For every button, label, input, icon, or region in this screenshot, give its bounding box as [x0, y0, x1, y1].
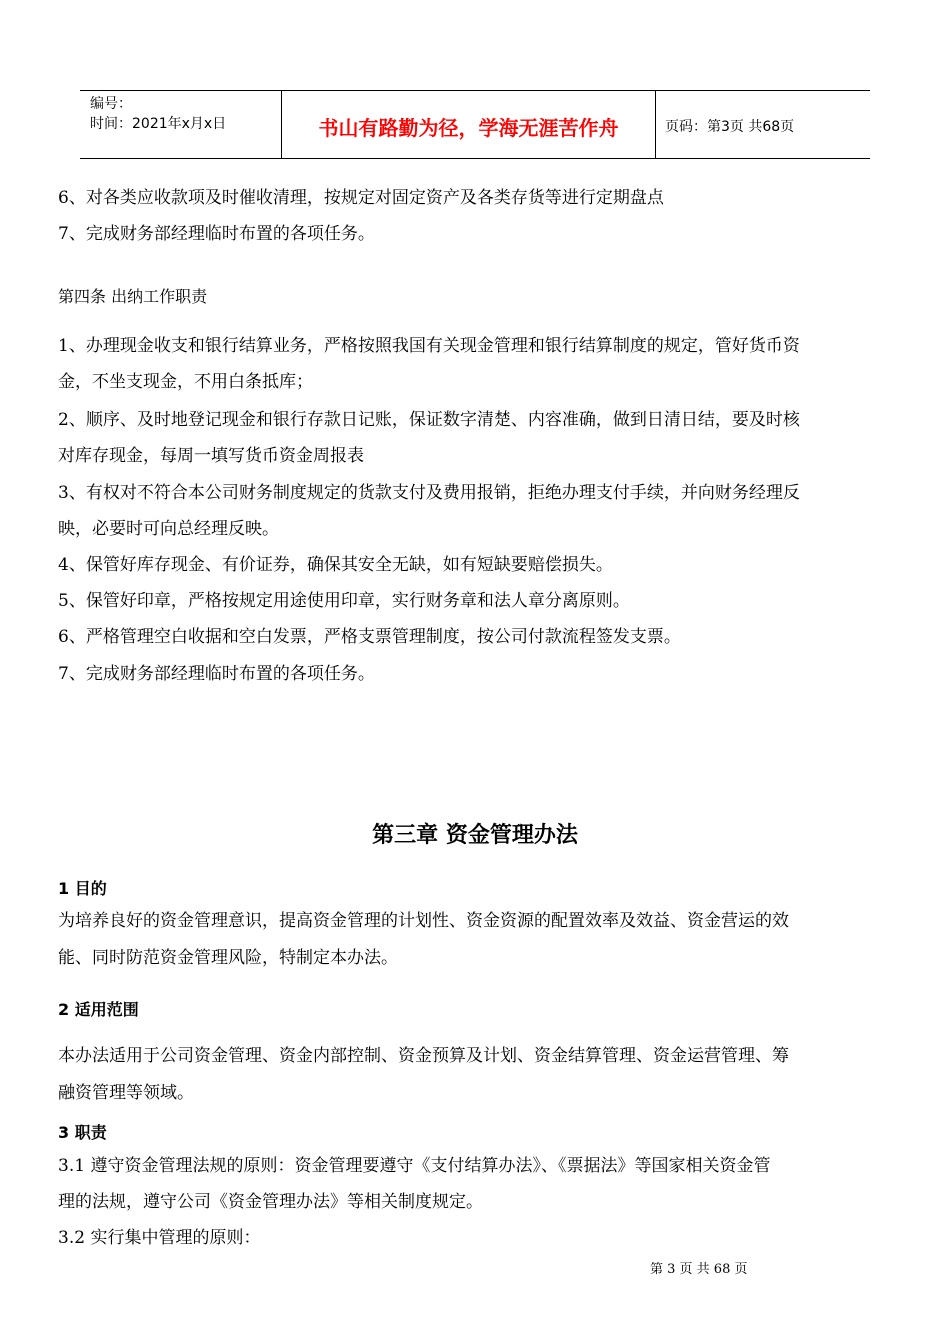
section4-title: 第四条 出纳工作职责 [58, 287, 208, 306]
duty-heading: 3 职责 [58, 1123, 107, 1142]
footer-page-number: 第 3 页 共 68 页 [650, 1262, 748, 1277]
section4-line: 5、保管好印章，严格按规定用途使用印章，实行财务章和法人章分离原则。 [58, 591, 630, 611]
duty-line: 3.2 实行集中管理的原则： [58, 1228, 261, 1248]
header-page-info: 页码：第3页 共68页 [665, 119, 795, 135]
header-number-label: 编号： [90, 96, 132, 112]
purpose-line: 为培养良好的资金管理意识，提高资金管理的计划性、资金资源的配置效率及效益、资金营运的效 [58, 911, 789, 931]
header-bottom-rule [80, 158, 870, 159]
scope-line: 融资管理等领域。 [58, 1083, 194, 1103]
section4-line: 1、办理现金收支和银行结算业务，严格按照我国有关现金管理和银行结算制度的规定，管好货币资 [58, 336, 800, 356]
chapter-title: 第三章 资金管理办法 [372, 823, 578, 848]
scope-heading: 2 适用范围 [58, 1000, 139, 1019]
header-time-label: 时间：2021年x月x日 [90, 116, 227, 132]
scope-line: 本办法适用于公司资金管理、资金内部控制、资金预算及计划、资金结算管理、资金运营管理、筹 [58, 1046, 789, 1066]
section4-line: 2、顺序、及时地登记现金和银行存款日记账，保证数字清楚、内容准确，做到日清日结，要及时核 [58, 410, 800, 430]
section4-line: 对库存现金，每周一填写货币资金周报表 [58, 446, 364, 466]
purpose-heading: 1 目的 [58, 879, 107, 898]
section4-line: 7、完成财务部经理临时布置的各项任务。 [58, 664, 375, 684]
prev-item-6: 6、对各类应收款项及时催收清理，按规定对固定资产及各类存货等进行定期盘点 [58, 188, 664, 208]
duty-line: 理的法规，遵守公司《资金管理办法》等相关制度规定。 [58, 1192, 483, 1212]
section4-line: 6、严格管理空白收据和空白发票，严格支票管理制度，按公司付款流程签发支票。 [58, 627, 681, 647]
duty-line: 3.1 遵守资金管理法规的原则：资金管理要遵守《支付结算办法》、《票据法》等国家相关资金管 [58, 1156, 771, 1176]
section4-line: 映，必要时可向总经理反映。 [58, 519, 279, 539]
section4-line: 金，不坐支现金，不用白条抵库； [58, 372, 313, 392]
header-divider-right [655, 90, 656, 158]
header-meta [90, 94, 226, 134]
purpose-line: 能、同时防范资金管理风险，特制定本办法。 [58, 948, 398, 968]
section4-line: 4、保管好库存现金、有价证券，确保其安全无缺，如有短缺要赔偿损失。 [58, 555, 613, 575]
section4-line: 3、有权对不符合本公司财务制度规定的货款支付及费用报销，拒绝办理支付手续，并向财务经理反 [58, 483, 800, 503]
header-motto: 书山有路勤为径，学海无涯苦作舟 [318, 116, 619, 140]
header-top-rule [80, 90, 870, 91]
prev-item-7: 7、完成财务部经理临时布置的各项任务。 [58, 224, 375, 244]
